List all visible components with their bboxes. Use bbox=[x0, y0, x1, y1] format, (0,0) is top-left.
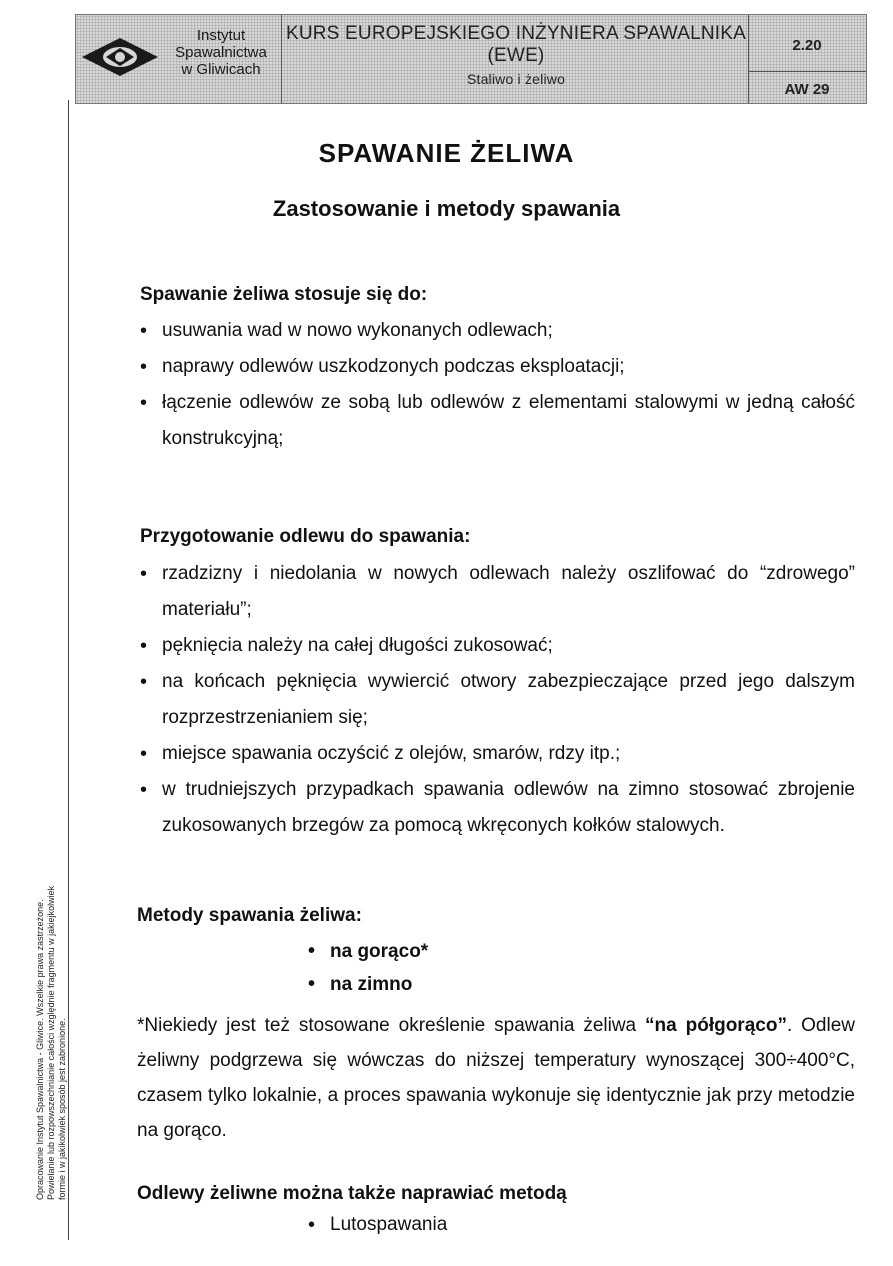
header-divider bbox=[748, 71, 866, 72]
list-item: • na zimno bbox=[308, 968, 608, 1001]
preparation-list bbox=[140, 556, 855, 844]
list-item: • Lutospawania bbox=[308, 1208, 608, 1242]
page-header bbox=[75, 14, 867, 104]
list-item: • rzadzizny i niedolania w nowych odlewach należy oszlifować do “zdrowego” materiału”; bbox=[140, 556, 855, 628]
application-list bbox=[140, 313, 855, 457]
list-item: • miejsce spawania oczyścić z olejów, smarów, rdzy itp.; bbox=[140, 736, 855, 772]
repair-methods-list bbox=[308, 1208, 608, 1242]
section-heading: Przygotowanie odlewu do spawania: bbox=[140, 526, 471, 547]
page-subtitle: Zastosowanie i metody spawania bbox=[272, 196, 621, 221]
course-title: KURS EUROPEJSKIEGO INŻYNIERA SPAWALNIKA (EWE) Staliwo i żeliwo bbox=[281, 23, 751, 87]
institute-name: Instytut Spawalnictwa w Gliwicach bbox=[175, 27, 267, 78]
list-item: • usuwania wad w nowo wykonanych odlewach; bbox=[140, 313, 855, 349]
section-heading: Spawanie żeliwa stosuje się do: bbox=[140, 284, 428, 305]
page-title: SPAWANIE ŻELIWA bbox=[318, 138, 575, 168]
course-topic: Staliwo i żeliwo bbox=[466, 71, 566, 87]
method-note: *Niekiedy jest też stosowane określenie spawania żeliwa “na półgorąco”. Odlew żeliwny podgrzewa się wówczas do niższej temperatury wynoszącej 300÷400°C, czasem tylko lokalnie, a proces spawania wykonuje się identycznie jak przy metodzie na gorąco. bbox=[137, 1015, 855, 1141]
copyright-note: Opracowanie Instytut Spawalnictwa - Gliwice. Wszelkie prawa zastrzeżone. Powielanie lub rozpowszechnianie całości względnie fragmentu w jakiejkolwiek formie i w jakikolwiek sposób jest zabronione. bbox=[35, 885, 67, 1200]
margin-rule bbox=[68, 100, 69, 1240]
section-code: 2.20 bbox=[792, 37, 822, 54]
institute-logo-icon bbox=[80, 35, 160, 79]
list-item: • na końcach pęknięcia wywiercić otwory zabezpieczające przed jego dalszym rozprzestrzenianiem się; bbox=[140, 664, 855, 736]
methods-list bbox=[308, 935, 608, 1001]
section-heading: Odlewy żeliwne można także naprawiać metodą bbox=[137, 1183, 567, 1204]
list-item: • na gorąco* bbox=[308, 935, 608, 968]
list-item: • w trudniejszych przypadkach spawania odlewów na zimno stosować zbrojenie zukosowanych brzegów za pomocą wkręconych kołków stalowych. bbox=[140, 772, 855, 844]
list-item: • pęknięcia należy na całej długości zukosować; bbox=[140, 628, 855, 664]
section-heading: Metody spawania żeliwa: bbox=[137, 905, 362, 926]
list-item: • łączenie odlewów ze sobą lub odlewów z elementami stalowymi w jedną całość konstrukcyjną; bbox=[140, 385, 855, 457]
page-code: AW 29 bbox=[784, 81, 830, 98]
list-item: • naprawy odlewów uszkodzonych podczas eksploatacji; bbox=[140, 349, 855, 385]
